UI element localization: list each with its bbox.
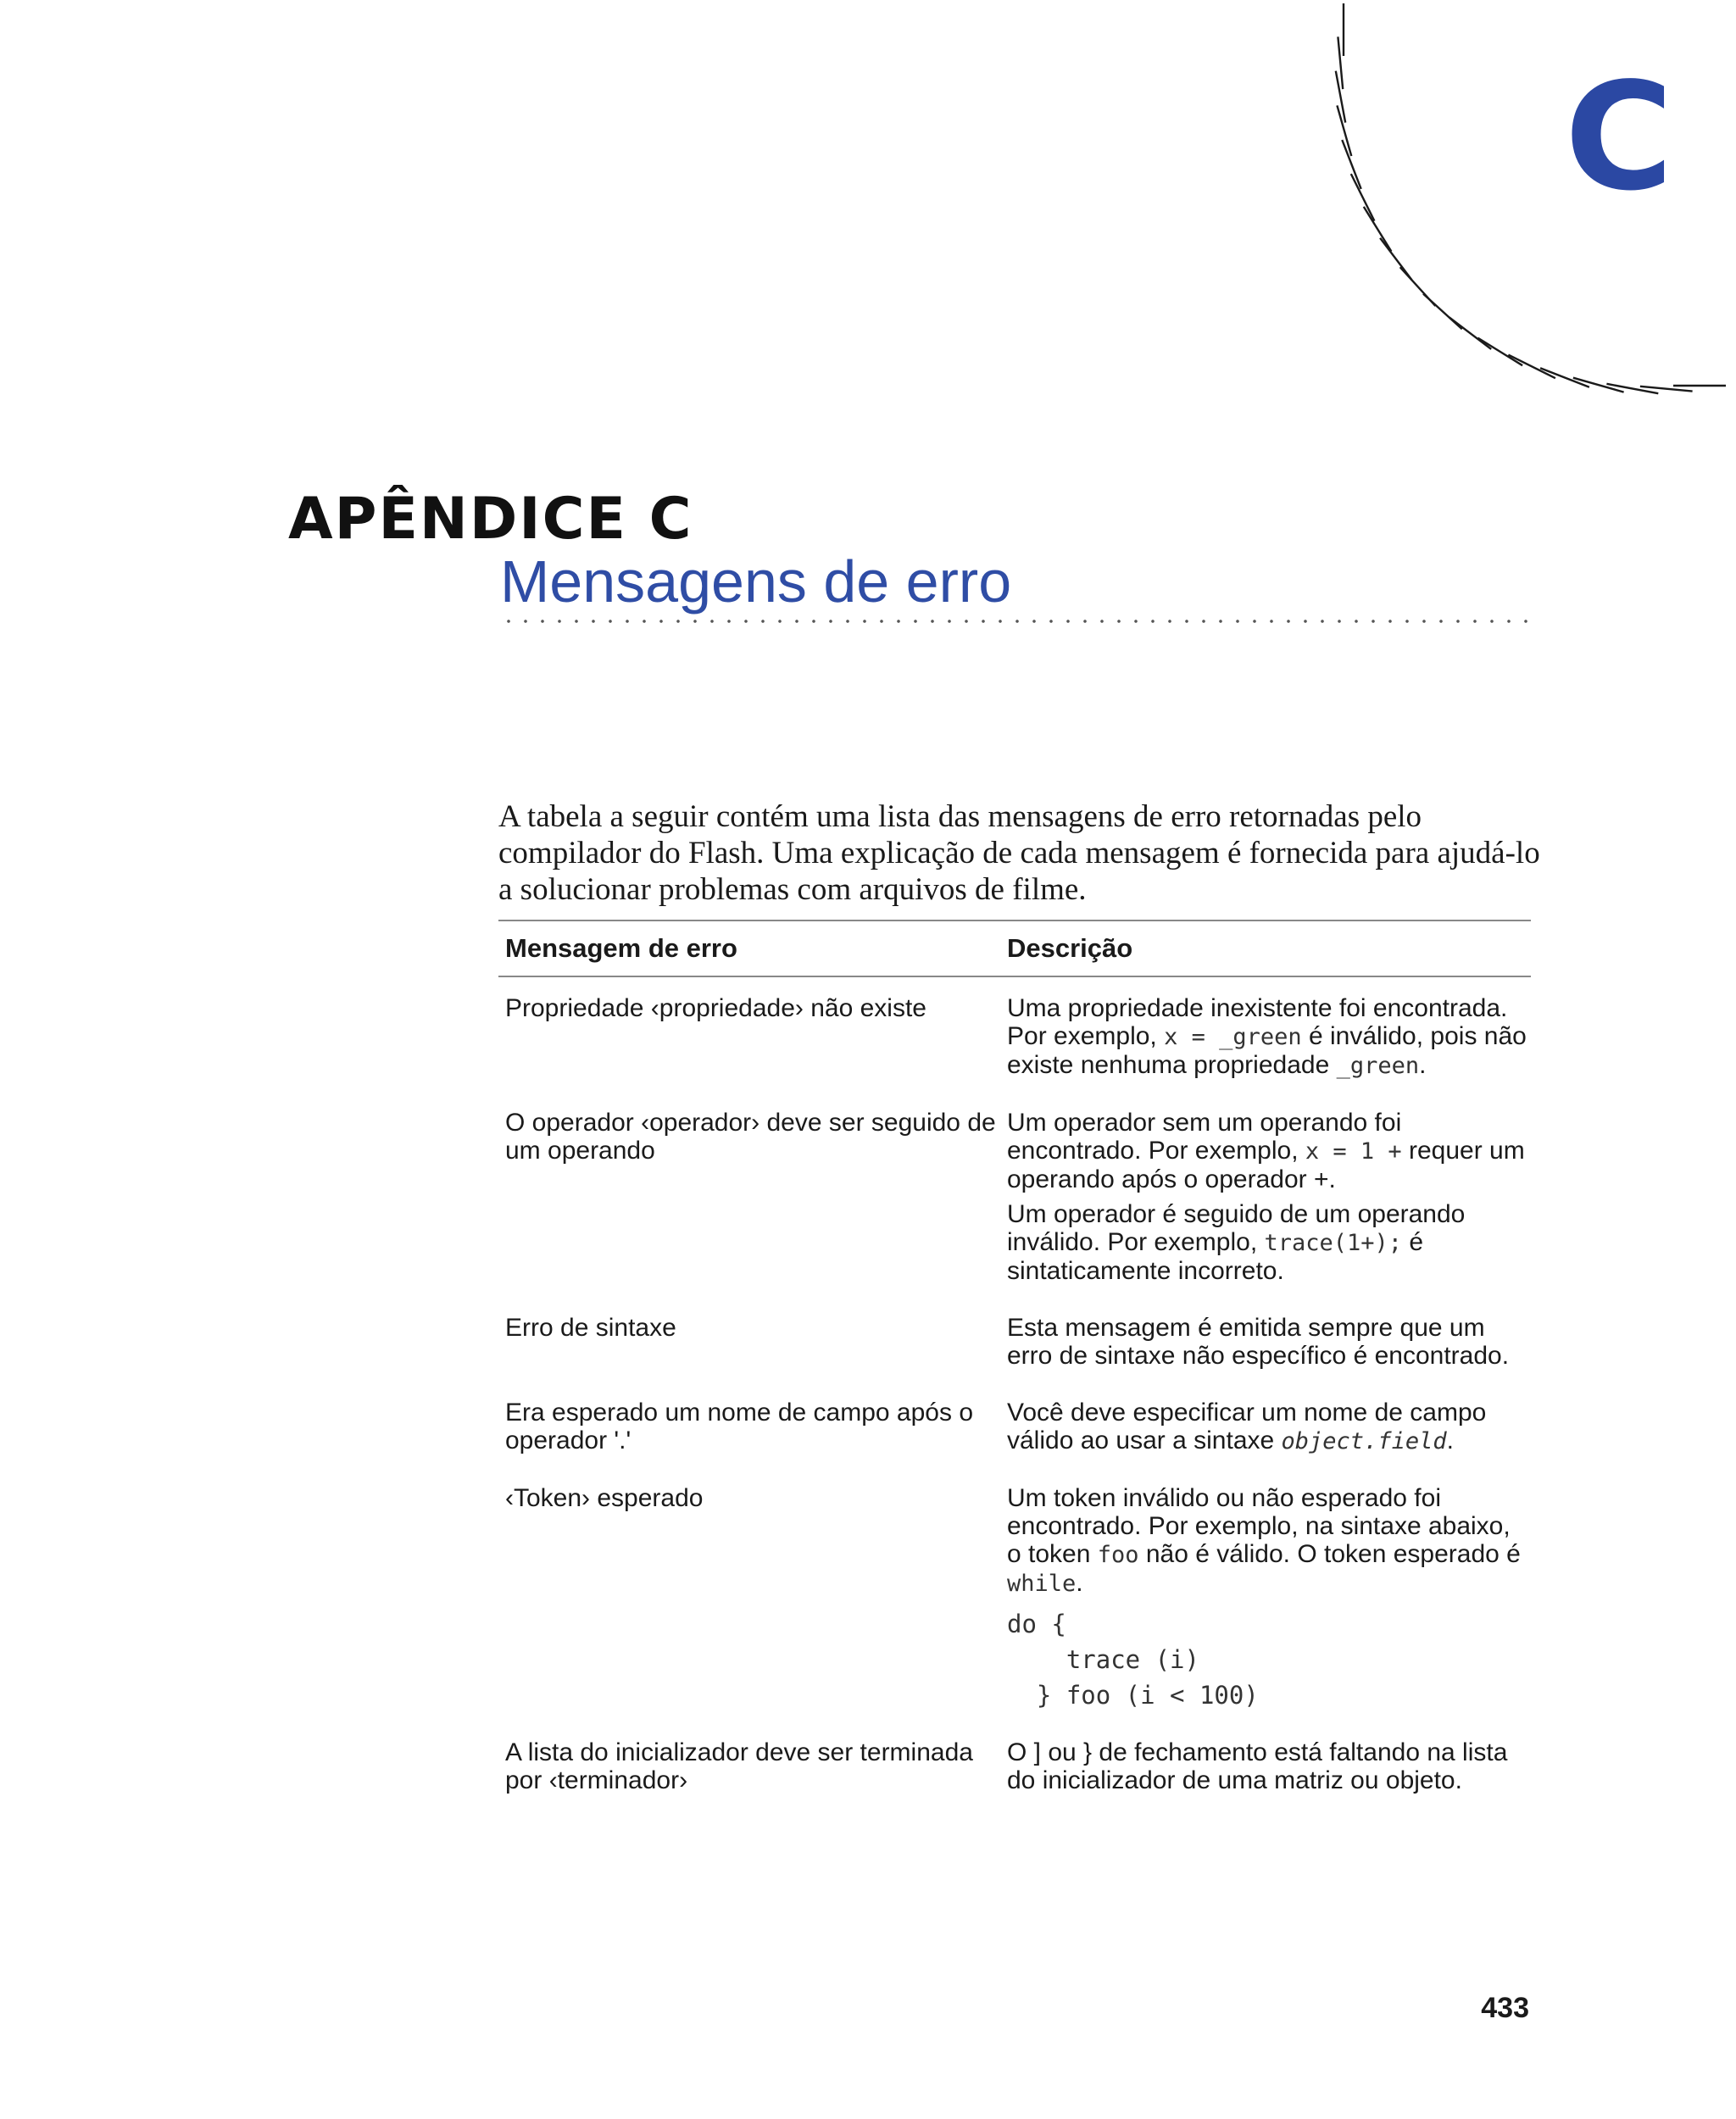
header-message: Mensagem de erro xyxy=(505,933,737,963)
inline-code: trace(1+); xyxy=(1264,1230,1403,1256)
appendix-label: APÊNDICE C xyxy=(288,486,693,553)
header-description: Descrição xyxy=(1007,933,1133,963)
error-description: O ] ou } de fechamento está faltando na lista do inicializador de uma matriz ou objeto. xyxy=(1007,1738,1508,1794)
code-line: } foo (i < 100) xyxy=(1007,1681,1259,1710)
table-header-rule xyxy=(498,976,1531,977)
chapter-letter: C xyxy=(1564,52,1674,224)
error-message: ‹Token› esperado xyxy=(505,1484,704,1512)
table-row xyxy=(498,1314,1531,1370)
chapter-tab-marks xyxy=(0,0,1736,441)
table-header xyxy=(498,921,1531,976)
tab-mark xyxy=(1508,355,1555,379)
tab-mark xyxy=(1351,174,1375,221)
error-message: O operador ‹operador› deve ser seguido de um operando xyxy=(505,1109,996,1165)
table-row xyxy=(498,1484,1531,1713)
error-description: Um token inválido ou não esperado foi encontrado. Por exemplo, na sintaxe abaixo, o token foo não é válido. O token esperado é while. xyxy=(1007,1484,1521,1597)
error-message: Era esperado um nome de campo após o operador '.' xyxy=(505,1399,973,1454)
table-row xyxy=(498,1399,1531,1455)
tab-mark xyxy=(1449,318,1491,349)
inline-code: x = _green xyxy=(1164,1024,1302,1050)
error-description: Uma propriedade inexistente foi encontrada. Por exemplo, x = _green é inválido, pois não existe nenhuma propriedade _green. xyxy=(1007,994,1527,1079)
code-example xyxy=(1007,1606,1531,1713)
page-number: 433 xyxy=(1481,1992,1529,2024)
error-message: Erro de sintaxe xyxy=(505,1314,676,1342)
dotted-divider xyxy=(500,619,1530,624)
tab-mark xyxy=(1364,207,1392,252)
intro-paragraph: A tabela a seguir contém uma lista das mensagens de erro retornadas pelo compilador do Flash. Uma explicação de cada mensagem é fornecida para ajudá-lo a solucionar problemas com arquivos de filme. xyxy=(498,799,1540,907)
inline-code: foo xyxy=(1097,1542,1139,1568)
tab-mark xyxy=(1342,140,1360,189)
tab-mark xyxy=(1477,338,1522,366)
tab-mark xyxy=(1540,368,1589,387)
error-description: Um operador sem um operando foi encontrado. Por exemplo, x = 1 + requer um operando após o operador +. xyxy=(1007,1109,1525,1193)
error-description: Você deve especificar um nome de campo válido ao usar a sintaxe object.field. xyxy=(1007,1399,1487,1454)
table-row xyxy=(498,1109,1531,1285)
table-row xyxy=(498,1738,1531,1794)
error-message: Propriedade ‹propriedade› não existe xyxy=(505,994,926,1022)
error-message: A lista do inicializador deve ser terminada por ‹terminador› xyxy=(505,1738,973,1794)
inline-code: while xyxy=(1007,1571,1077,1597)
inline-code: x = 1 + xyxy=(1305,1138,1402,1165)
inline-code: object.field xyxy=(1281,1428,1447,1454)
chapter-title: Mensagens de erro xyxy=(500,548,1012,615)
error-description: Esta mensagem é emitida sempre que um erro de sintaxe não específico é encontrado. xyxy=(1007,1314,1510,1370)
inline-code: _green xyxy=(1336,1053,1420,1079)
error-messages-table xyxy=(498,920,1531,1794)
code-line: do { xyxy=(1007,1610,1066,1638)
error-description: Um operador é seguido de um operando inválido. Por exemplo, trace(1+); é sintaticamente incorreto. xyxy=(1007,1200,1466,1285)
table-row xyxy=(498,994,1531,1080)
code-line: trace (i) xyxy=(1007,1645,1199,1674)
